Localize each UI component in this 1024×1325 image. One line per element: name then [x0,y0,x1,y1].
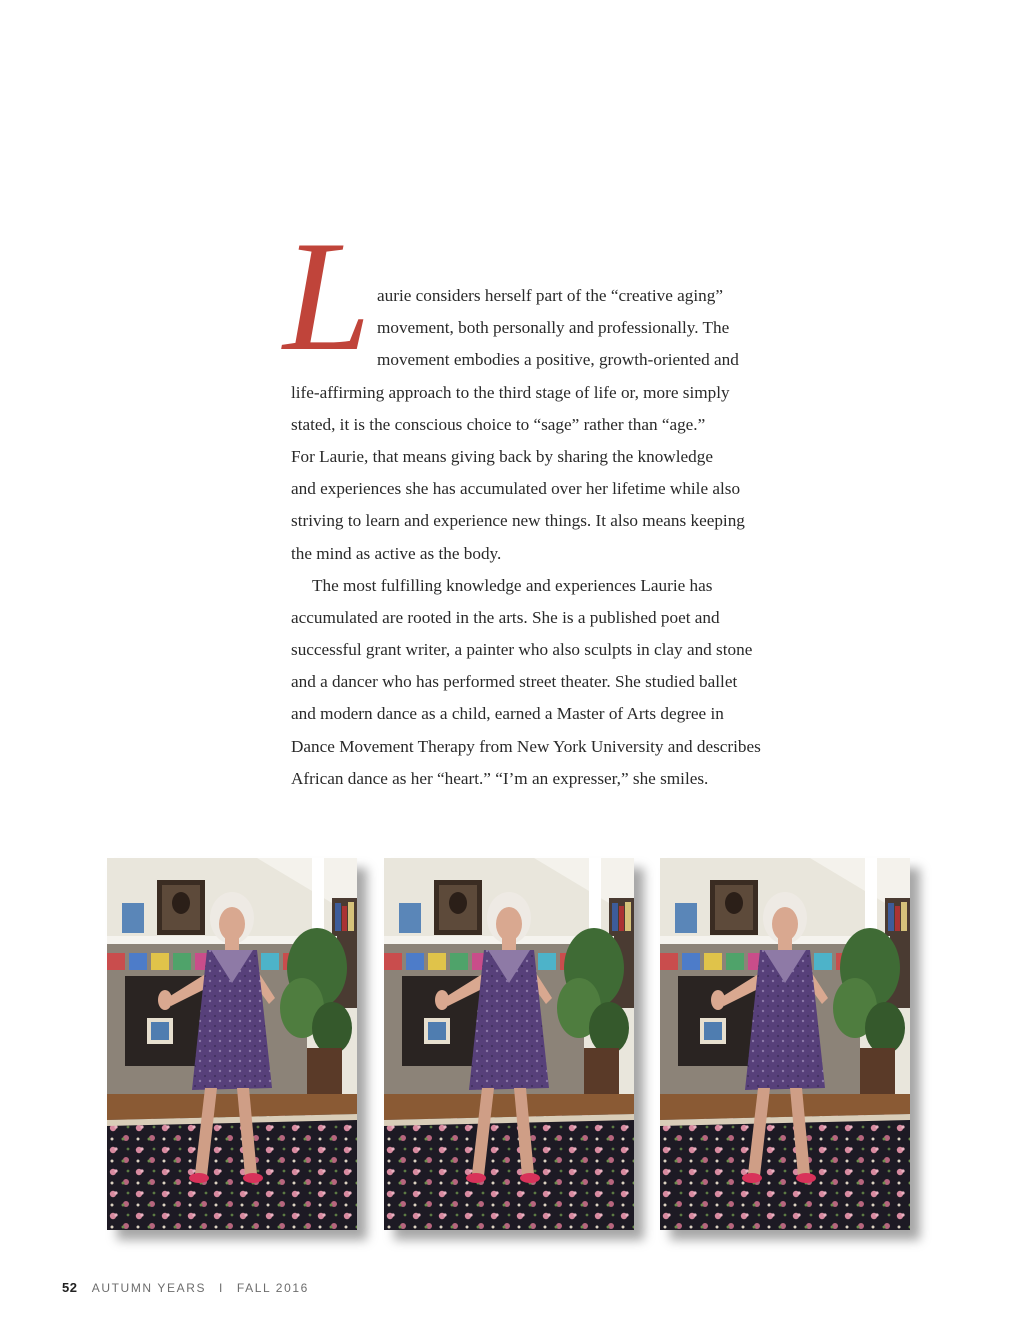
dance-photo-2 [384,858,634,1230]
text-line: movement, both personally and professionally. The [377,318,730,338]
article-body [283,209,791,795]
text-line: successful grant writer, a painter who also sculpts in clay and stone [291,640,753,660]
dance-photo-image [384,858,634,1230]
text-line: Dance Movement Therapy from New York University and describes [291,736,761,756]
publication-name: AUTUMN YEARS [91,1281,207,1295]
paragraph-1 [291,377,791,570]
text-line: aurie considers herself part of the “creative aging” [377,286,723,305]
page-number: 52 [62,1280,78,1295]
text-line: accumulated are rooted in the arts. She is a published poet and [291,607,720,627]
text-line: stated, it is the conscious choice to “sage” rather than “age.” [291,414,706,434]
text-line: striving to learn and experience new things. It also means keeping [291,511,745,531]
text-line: The most fulfilling knowledge and experiences Laurie has [312,575,713,595]
text-line: and modern dance as a child, earned a Master of Arts degree in [291,704,724,724]
text-line: the mind as active as the body. [291,543,502,563]
text-line: and a dancer who has performed street theater. She studied ballet [291,672,738,692]
dance-photo-image [660,858,910,1230]
drop-cap: L [283,209,371,384]
text-line: African dance as her “heart.” “I’m an expresser,” she smiles. [291,768,709,788]
dance-photo-image [107,858,357,1230]
text-line: life-affirming approach to the third stage of life or, more simply [291,382,730,402]
footer-separator: I [219,1281,224,1295]
text-line: and experiences she has accumulated over her lifetime while also [291,479,741,499]
text-line: movement embodies a positive, growth-oriented and [377,350,739,370]
page-footer [62,1280,309,1295]
text-line: For Laurie, that means giving back by sharing the knowledge [291,446,713,466]
dance-photo-1 [107,858,357,1230]
dance-photo-3 [660,858,910,1230]
paragraph-2 [291,570,791,795]
issue-label: FALL 2016 [236,1281,309,1295]
